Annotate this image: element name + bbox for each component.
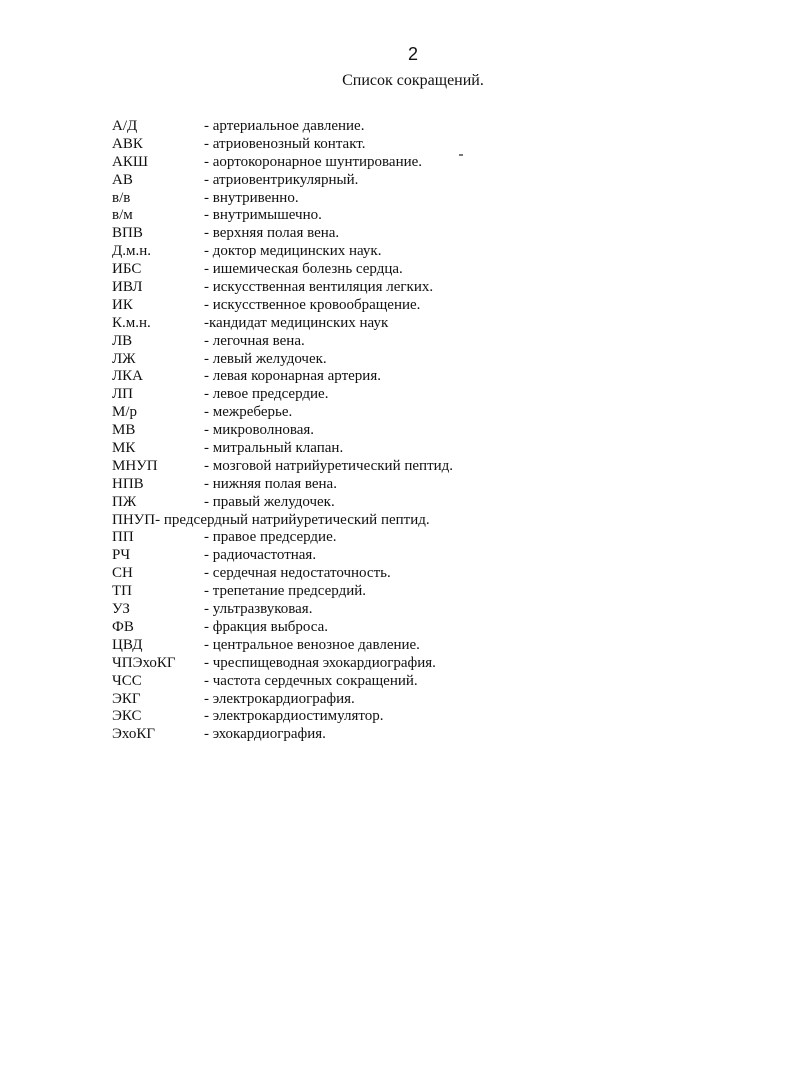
abbreviation-term: ВПВ	[112, 225, 143, 242]
abbreviation-description: - центральное венозное давление.	[204, 636, 420, 653]
abbreviation-row	[112, 618, 532, 636]
abbreviation-description: -кандидат медицинских наук	[204, 314, 389, 331]
abbreviation-description: - межреберье.	[204, 404, 293, 421]
abbreviation-term: ЛВ	[112, 332, 133, 349]
abbreviation-description: - радиочастотная.	[204, 547, 317, 564]
abbreviation-description: - микроволновая.	[204, 422, 315, 439]
abbreviation-description: - нижняя полая вена.	[204, 475, 337, 492]
abbreviation-term: АВ	[112, 171, 133, 188]
abbreviation-row	[112, 439, 532, 457]
abbreviation-term: АВК	[112, 135, 143, 152]
abbreviation-term: в/м	[112, 207, 133, 224]
abbreviation-term: ЭКГ	[112, 690, 141, 707]
abbreviation-term: К.м.н.	[112, 314, 151, 331]
abbreviation-term: НПВ	[112, 475, 144, 492]
abbreviation-term: АКШ	[112, 153, 148, 170]
abbreviation-row	[112, 314, 532, 332]
abbreviation-row	[112, 260, 532, 278]
abbreviation-description: - левое предсердие.	[204, 386, 329, 403]
abbreviation-row	[112, 189, 532, 207]
abbreviation-description: - электрокардиостимулятор.	[204, 708, 384, 725]
abbreviation-term: ЧПЭхоКГ	[112, 654, 176, 671]
abbreviation-term: РЧ	[112, 547, 131, 564]
abbreviation-row	[112, 690, 532, 708]
abbreviation-term: ПЖ	[112, 493, 137, 510]
abbreviation-description: - митральный клапан.	[204, 440, 344, 457]
abbreviation-row	[112, 206, 532, 224]
abbreviation-term: ЛКА	[112, 368, 144, 385]
abbreviation-row	[112, 475, 532, 493]
abbreviation-description: - эхокардиография.	[204, 726, 326, 743]
abbreviation-term: в/в	[112, 189, 131, 206]
abbreviation-term: ИБС	[112, 261, 142, 278]
abbreviation-description: - доктор медицинских наук.	[204, 243, 382, 260]
abbreviation-row	[112, 582, 532, 600]
abbreviation-term: ПП	[112, 529, 134, 546]
abbreviation-term: М/р	[112, 404, 138, 421]
abbreviation-row	[112, 564, 532, 582]
abbreviation-description: - атриовентрикулярный.	[204, 171, 359, 188]
page-number: 2	[407, 44, 418, 64]
abbreviation-description: - электрокардиография.	[204, 690, 355, 707]
abbreviation-row	[112, 224, 532, 242]
abbreviation-description: - атриовенозный контакт.	[204, 135, 366, 152]
abbreviation-description: - трепетание предсердий.	[204, 583, 367, 600]
abbreviation-row	[112, 242, 532, 260]
abbreviation-row	[112, 546, 532, 564]
abbreviation-term: ТП	[112, 583, 132, 600]
abbreviation-list	[112, 117, 532, 743]
abbreviation-description: - внутривенно.	[204, 189, 299, 206]
abbreviation-row	[112, 600, 532, 618]
abbreviation-row	[112, 350, 532, 368]
abbreviation-row	[112, 135, 532, 153]
abbreviation-row	[112, 421, 532, 439]
abbreviation-term: ЧСС	[112, 672, 142, 689]
abbreviation-term: ИК	[112, 296, 133, 313]
abbreviation-description: - искусственная вентиляция легких.	[204, 279, 434, 296]
abbreviation-term: ЭКС	[112, 708, 142, 725]
abbreviation-row	[112, 278, 532, 296]
abbreviation-row	[112, 153, 532, 171]
abbreviation-description: - фракция выброса.	[204, 618, 329, 635]
abbreviation-row	[112, 707, 532, 725]
abbreviation-description: - ультразвуковая.	[204, 601, 313, 618]
abbreviation-term: СН	[112, 565, 133, 582]
abbreviation-row	[112, 493, 532, 511]
abbreviation-term: ФВ	[112, 618, 134, 635]
abbreviation-row	[112, 511, 532, 529]
abbreviation-row	[112, 457, 532, 475]
abbreviation-row	[112, 332, 532, 350]
abbreviation-term: ЭхоКГ	[112, 726, 156, 743]
abbreviation-row	[112, 672, 532, 690]
abbreviation-term: ЦВД	[112, 636, 143, 653]
abbreviation-row	[112, 636, 532, 654]
abbreviation-row	[112, 654, 532, 672]
abbreviation-description: - легочная вена.	[204, 332, 305, 349]
abbreviation-term: ЛП	[112, 386, 134, 403]
abbreviation-description: - правый желудочек.	[204, 493, 335, 510]
abbreviation-description: - внутримышечно.	[204, 207, 322, 224]
abbreviation-row	[112, 367, 532, 385]
abbreviation-description: - верхняя полая вена.	[204, 225, 340, 242]
abbreviation-term: МНУП	[112, 457, 158, 474]
abbreviation-row	[112, 117, 532, 135]
abbreviation-description: - аортокоронарное шунтирование.	[204, 153, 423, 170]
abbreviation-description: - частота сердечных сокращений.	[204, 672, 418, 689]
abbreviation-term: ЛЖ	[112, 350, 136, 367]
abbreviation-row	[112, 171, 532, 189]
abbreviation-term: ПНУП	[112, 511, 156, 528]
abbreviation-description: - чреспищеводная эхокардиография.	[204, 654, 436, 671]
abbreviation-description: - правое предсердие.	[204, 529, 337, 546]
abbreviation-description: - сердечная недостаточность.	[204, 565, 391, 582]
abbreviation-term: Д.м.н.	[112, 243, 152, 260]
page-title: Список сокращений.	[342, 72, 484, 89]
abbreviation-description: - левая коронарная артерия.	[204, 368, 381, 385]
abbreviation-description: - артериальное давление.	[204, 118, 365, 134]
abbreviation-row	[112, 528, 532, 546]
abbreviation-row	[112, 725, 532, 743]
abbreviation-term: ИВЛ	[112, 279, 143, 296]
abbreviation-row	[112, 385, 532, 403]
abbreviation-term: УЗ	[112, 601, 130, 618]
abbreviation-row	[112, 296, 532, 314]
abbreviation-description: - предсердный натрийуретический пептид.	[155, 511, 430, 528]
abbreviation-description: - левый желудочек.	[204, 350, 327, 367]
abbreviation-description: - искусственное кровообращение.	[204, 296, 421, 313]
abbreviation-row	[112, 403, 532, 421]
abbreviation-term: А/Д	[112, 118, 138, 134]
abbreviation-term: МК	[112, 440, 136, 457]
abbreviation-description: - ишемическая болезнь сердца.	[204, 261, 403, 278]
abbreviation-term: МВ	[112, 422, 136, 439]
abbreviation-description: - мозговой натрийуретический пептид.	[204, 457, 454, 474]
